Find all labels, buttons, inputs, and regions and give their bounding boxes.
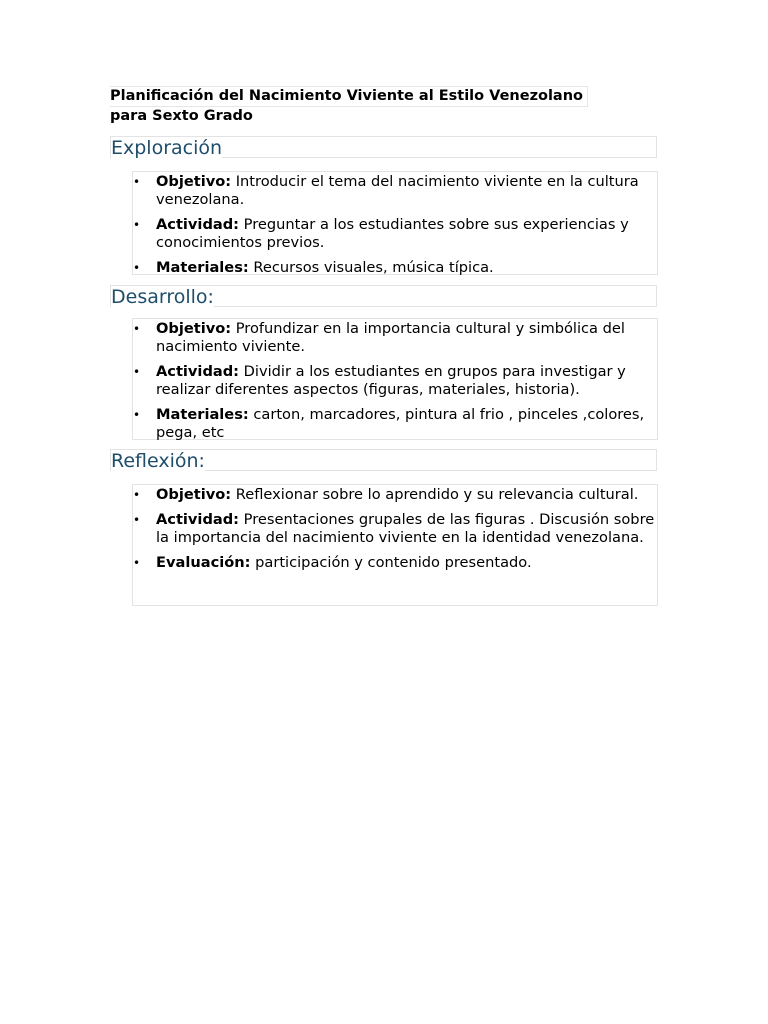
title-line-2: para Sexto Grado	[110, 108, 253, 124]
bullet-icon: •	[133, 365, 141, 379]
item-label: Actividad:	[156, 363, 240, 380]
list-item	[133, 173, 657, 209]
document-title	[110, 86, 630, 126]
list-item	[133, 486, 657, 504]
item-label: Objetivo:	[156, 173, 232, 190]
bullet-icon: •	[133, 322, 141, 336]
item-text: Preguntar a los estudiantes sobre sus experiencias y conocimientos previos.	[156, 216, 629, 251]
bullet-icon: •	[133, 408, 141, 422]
title-line-1: Planificación del Nacimiento Viviente al Estilo Venezolano	[110, 86, 588, 107]
item-text: Dividir a los estudiantes en grupos para investigar y realizar diferentes aspectos (figuras, materiales, historia).	[156, 363, 626, 398]
section-heading-desarrollo	[110, 285, 657, 307]
list-item	[133, 259, 657, 277]
item-text: participación y contenido presentado.	[250, 554, 532, 571]
item-text: Reflexionar sobre lo aprendido y su relevancia cultural.	[231, 486, 639, 503]
item-label: Actividad:	[156, 511, 240, 528]
reflexion-list	[132, 484, 658, 606]
item-text: Presentaciones grupales de las figuras . Discusión sobre la importancia del nacimiento viviente en la identidad venezolana.	[156, 511, 655, 546]
section-heading-text: Reflexión:	[111, 450, 205, 472]
item-label: Materiales:	[156, 406, 249, 423]
list-item	[133, 216, 657, 252]
list-item	[133, 511, 657, 547]
list-item	[133, 406, 657, 442]
desarrollo-list	[132, 318, 658, 440]
item-label: Materiales:	[156, 259, 249, 276]
section-heading-text: Exploración	[111, 137, 223, 159]
section-heading-text: Desarrollo:	[111, 286, 214, 308]
item-label: Actividad:	[156, 216, 240, 233]
exploracion-list	[132, 171, 658, 275]
bullet-icon: •	[133, 218, 141, 232]
list-item	[133, 554, 657, 572]
bullet-icon: •	[133, 488, 141, 502]
item-text: Recursos visuales, música típica.	[248, 259, 494, 276]
bullet-icon: •	[133, 175, 141, 189]
bullet-icon: •	[133, 556, 141, 570]
item-label: Evaluación:	[156, 554, 251, 571]
item-label: Objetivo:	[156, 486, 232, 503]
bullet-icon: •	[133, 261, 141, 275]
item-label: Objetivo:	[156, 320, 232, 337]
item-text: Profundizar en la importancia cultural y simbólica del nacimiento viviente.	[156, 320, 625, 355]
section-heading-reflexion	[110, 449, 657, 471]
list-item	[133, 363, 657, 399]
item-text: carton, marcadores, pintura al frio , pinceles ,colores, pega, etc	[156, 406, 645, 441]
item-text: Introducir el tema del nacimiento viviente en la cultura venezolana.	[156, 173, 639, 208]
section-heading-exploracion	[110, 136, 657, 158]
list-item	[133, 320, 657, 356]
bullet-icon: •	[133, 513, 141, 527]
